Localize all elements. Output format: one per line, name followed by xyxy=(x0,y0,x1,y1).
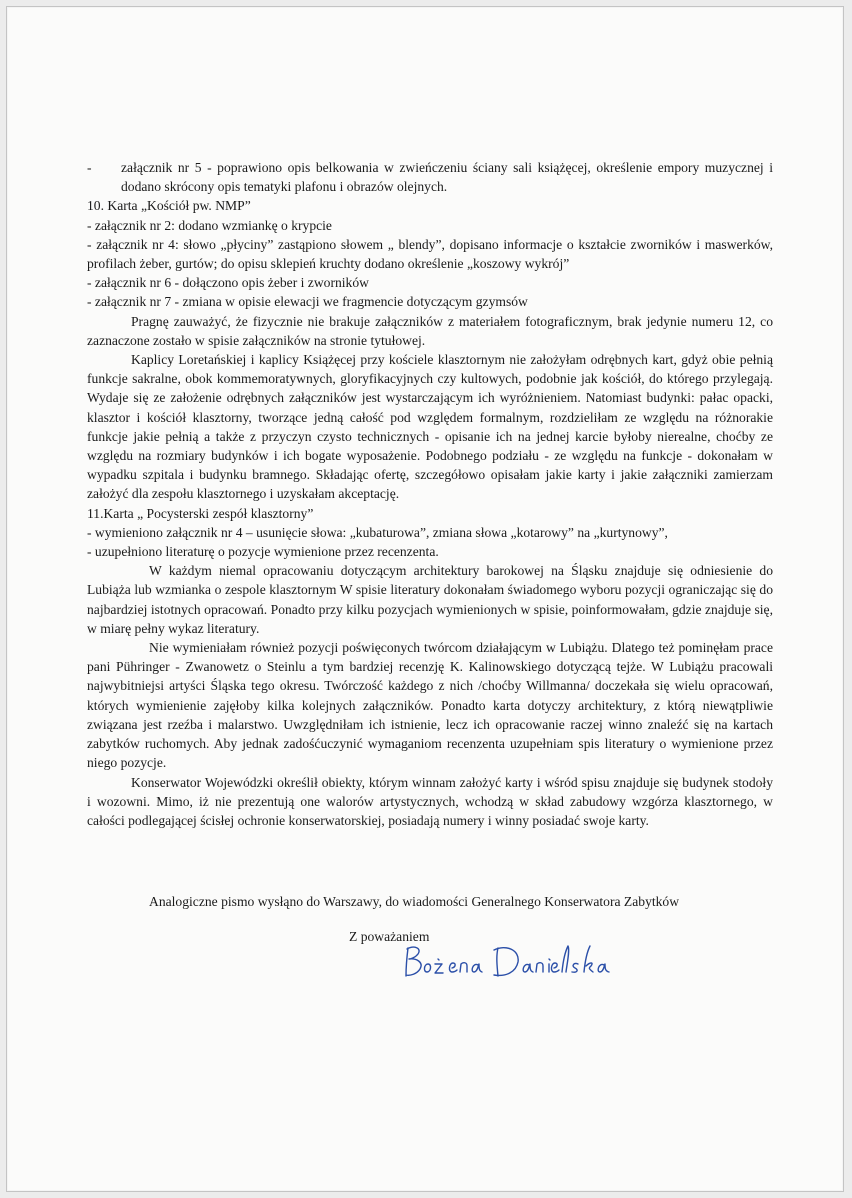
list-item: - załącznik nr 2: dodano wzmiankę o krypcie xyxy=(87,217,332,233)
list-item: - załącznik nr 7 - zmiana w opisie elewacji we fragmencie dotyczącym gzymsów xyxy=(87,294,528,310)
list-item: - uzupełniono literaturę o pozycje wymienione przez recenzenta. xyxy=(87,544,439,560)
paragraph-text: załącznik nr 5 - poprawiono opis belkowania w zwieńczeniu ściany sali książęcej, określenie empory muzycznej i dodano skrócony opis tematyki plafonu i obrazów olejnych. xyxy=(121,160,773,195)
list-dash: - xyxy=(87,160,92,175)
handwritten-signature xyxy=(402,942,652,982)
letter-body xyxy=(87,158,773,830)
paragraph-artists: Nie wymieniałam również pozycji poświęconych twórcom działającym w Lubiążu. Dlatego też pominęłam prace pani Pühringer - Zwanowetz o Steinlu a tym bardziej recenzję K. Kalinowskiego dotyczącą tejże. W Lubiążu pracowali najwybitniejsi artyści Śląska tego okresu. Twórczość każdego z nich /choćby Willmanna/ doczekała się wielu opracowań, których wymienienie zajęłoby kilka kolejnych załączników. Ponadto karta dotyczy architektury, z którą niewątpliwie związana jest rzeźba i malarstwo. Uwzględniłam ich istnienie, lecz ich opracowanie raczej winno znaleźć się na kartach zabytków ruchomych. Aby jednak zadośćuczynić wymaganiom recenzenta uzupełniam spis literatury o wymienione przez niego pozycje. xyxy=(87,640,773,771)
paragraph-chapels: Kaplicy Loretańskiej i kaplicy Książęcej przy kościele klasztornym nie założyłam odrębnych kart, gdyż obie pełnią funkcje sakralne, obok kommemoratywnych, gloryfikacyjnych czy kultowych, podobnie jak kościół, do którego przylegają. Wydaje się ze założenie odrębnych załączników jest wystarczającym ich wyróżnieniem. Natomiast budynki: pałac opacki, klasztor i kościół klasztorny, tworzące jedną całość pod względem formalnym, rozdzieliłam ze względu na różnorakie funkcje jakie pełnią a także z przyczyn czysto technicznych - opisanie ich na jednej karcie byłoby nierealne, choćby ze względu na rozmiary budynków i ich bogate wyposażenie. Podobnego podziału - ze względu na funkcje - dokonałam w wypadku szpitala i budynku bramnego. Składając ofertę, szczegółowo opisałam jakie karty i jakie załączniki zamierzam założyć dla zespołu klasztornego i uzyskałam akceptację. xyxy=(87,352,773,502)
list-item: - załącznik nr 4: słowo „płyciny” zastąpiono słowem „ blendy”, dopisano informacje o kształcie zworników i maswerków, profilach żeber, gurtów; do opisu sklepień kruchty dodano określenie „koszowy wykrój” xyxy=(87,236,773,272)
paragraph-literature: W każdym niemal opracowaniu dotyczącym architektury barokowej na Śląsku znajduje się odniesienie do Lubiąża lub wzmianka o zespole klasztornym W spisie literatury dokonałam świadomego wyboru pozycji ograniczając się do najbardziej istotnych opracowań. Ponadto przy kilku pozycjach wymienionych w spisie, poinformowałam, gdzie znajduje się, w miarę pełny wykaz literatury. xyxy=(87,563,773,636)
paragraph-photo-attachments: Pragnę zauważyć, że fizycznie nie brakuje załączników z materiałem fotograficznym, brak jedynie numeru 12, co zaznaczone zostało w spisie załączników na stronie tytułowej. xyxy=(87,313,773,348)
closing-note: Analogiczne pismo wysłąno do Warszawy, do wiadomości Generalnego Konserwatora Zabytków xyxy=(149,894,680,909)
list-item: - wymieniono załącznik nr 4 – usunięcie słowa: „kubaturowa”, zmiana słowa „kotarowy” na „kurtynowy”, xyxy=(87,524,668,540)
heading-card-11: 11.Karta „ Pocysterski zespół klasztorny” xyxy=(87,505,314,521)
document-page xyxy=(6,6,844,1192)
list-item: - załącznik nr 6 - dołączono opis żeber i zworników xyxy=(87,275,369,291)
heading-card-10: 10. Karta „Kościół pw. NMP” xyxy=(87,198,251,214)
regards: Z poważaniem xyxy=(349,929,430,944)
paragraph-attachment-5 xyxy=(87,158,773,196)
paragraph-conservator: Konserwator Wojewódzki określił obiekty, którym winnam założyć karty i wśród spisu znajduje się budynek stodoły i wozowni. Mimo, iż nie prezentują one walorów artystycznych, wchodzą w skład zabudowy wzgórza klasztornego, w całości podlegającej ścisłej ochronie konserwatorskiej, posiadają numery i winny posiadać swoje karty. xyxy=(87,774,773,828)
